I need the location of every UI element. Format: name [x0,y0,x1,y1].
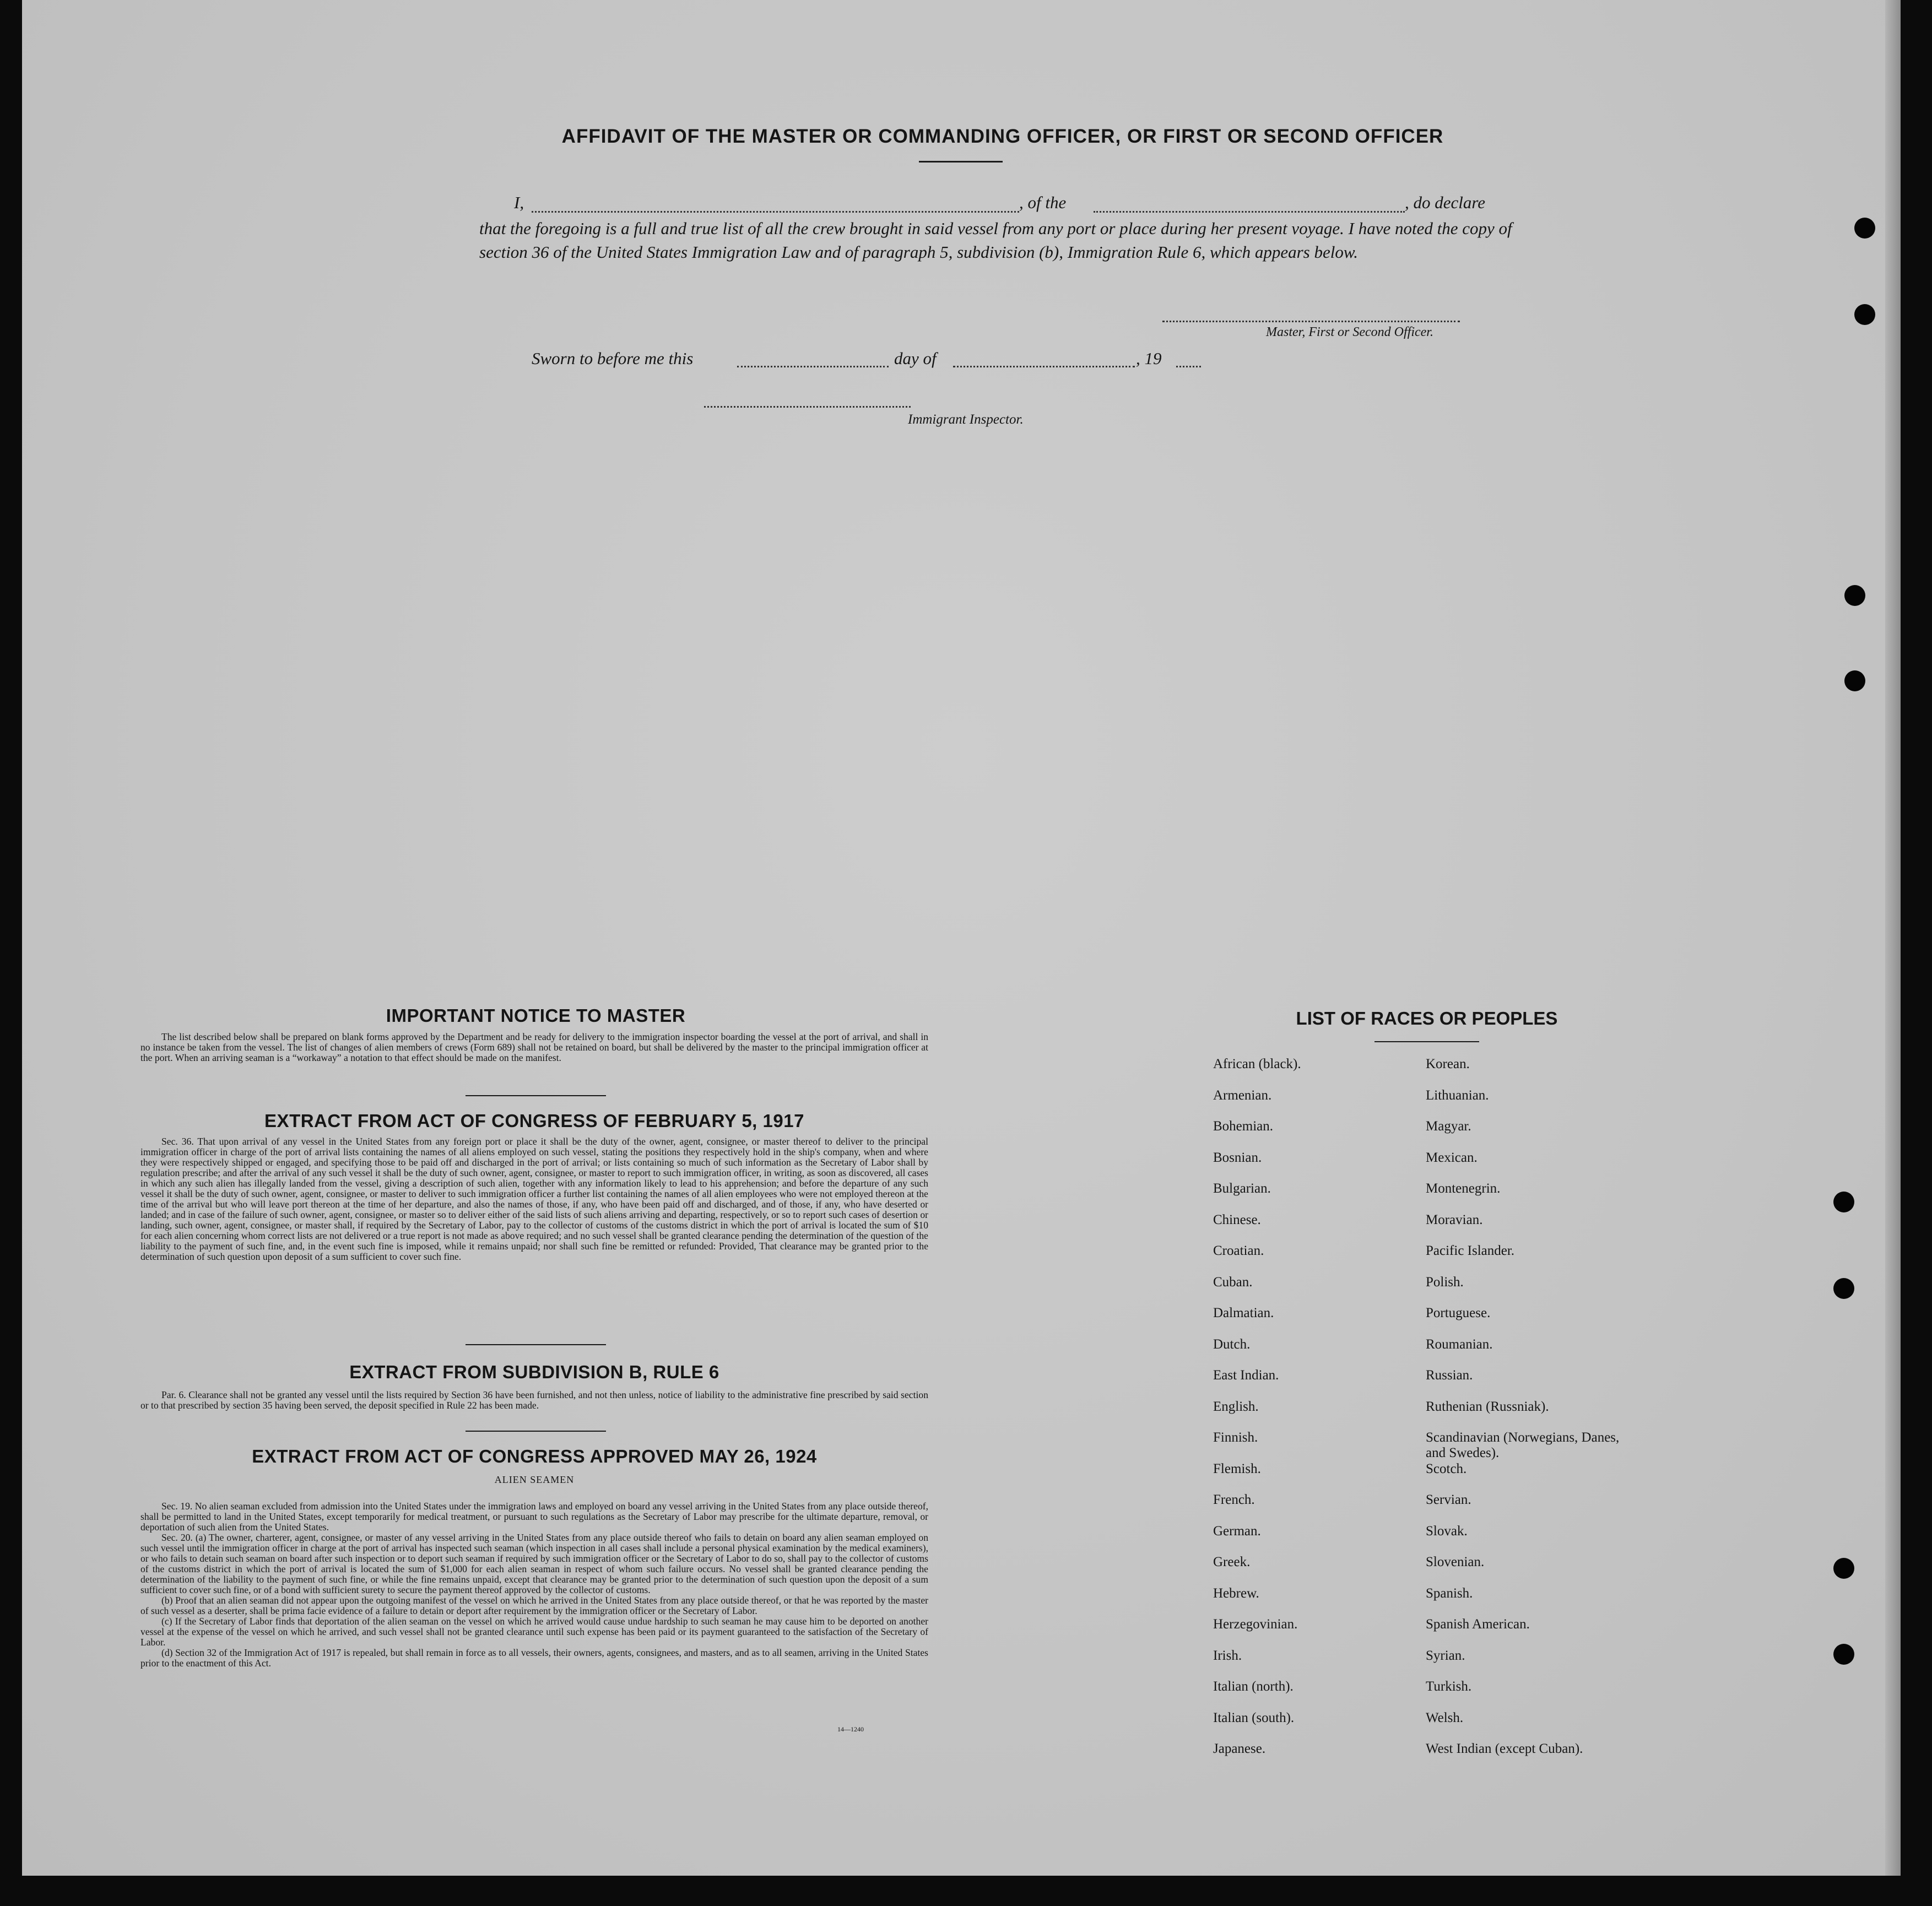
race-item: Polish. [1426,1274,1464,1290]
sworn-year-field[interactable] [1176,366,1201,367]
race-item: African (black). [1213,1057,1301,1071]
race-item: Irish. [1213,1648,1242,1663]
race-item: Italian (north). [1213,1679,1294,1694]
race-item: Korean. [1426,1057,1470,1071]
extract-1924-title: EXTRACT FROM ACT OF CONGRESS APPROVED MAY 26, 1924 [252,1446,817,1466]
sec-20a-paragraph: Sec. 20. (a) The owner, charterer, agent, consignee, or master of any vessel arriving in the United States from any place outside thereof who fails to detain on board any alien seaman employed on such vessel until the immigration officer in charge at the port of arrival has inspected such seaman (which inspection in all cases shall include a personal physical examination by the medical examiners), or who fails to detain such seaman on board after such inspection or to deport such seaman if required by such immigration officer or the Secretary of Labor to do so, shall pay to the collector of customs of the customs district in which the port of arrival is located the sum of $1,000 for each alien seaman in respect of whom such failure occurs. No vessel shall be granted clearance pending the determination of the liability to the payment of such fine, or while the fine remains unpaid, except that clearance may be granted prior to the determination of such question upon the deposit of a sum sufficient to cover such fine, or of a bond with sufficient surety to secure the payment thereof approved by the collector of customs. [140,1532,928,1595]
race-item: Dutch. [1213,1336,1251,1352]
race-item: Scandinavian (Norwegians, Danes, and Swedes). [1426,1430,1620,1460]
races-title-divider [1374,1041,1479,1042]
race-item: Japanese. [1213,1741,1266,1756]
punch-hole [1833,1278,1854,1299]
sworn-label: Sworn to before me this [532,349,694,368]
master-signature-label: Master, First or Second Officer. [1266,325,1433,339]
punch-hole [1844,670,1865,691]
race-item: West Indian (except Cuban). [1426,1741,1583,1756]
sworn-month-field[interactable] [953,366,1135,367]
affidavit-body: that the foregoing is a full and true list of all the crew brought in said vessel from any port or place during her present voyage. I have noted the copy of section 36 of the United States Immigration Law and of paragraph 5, subdivision (b), Immigration Rule 6, which appears below. [479,219,1512,262]
race-item: Portuguese. [1426,1306,1491,1320]
affidavit-title: AFFIDAVIT OF THE MASTER OR COMMANDING OFFICER, OR FIRST OR SECOND OFFICER [561,126,1444,147]
race-item: East Indian. [1213,1368,1279,1383]
section-divider [466,1344,606,1345]
master-name-field[interactable] [532,211,1019,213]
races-right-column [1426,1057,1624,1773]
race-item: Pacific Islander. [1426,1243,1515,1258]
sec-20c-paragraph: (c) If the Secretary of Labor finds that deportation of the alien seaman on the vessel on which he arrived would cause undue hardship to such seaman he may cause him to be deported on another vessel at the expense of the vessel on which he arrived, and such vessel shall not be granted clearance until such expense has been paid or its payment guaranteed to the satisfaction of the Secretary of Labor. [140,1616,928,1648]
race-item: Finnish. [1213,1430,1258,1445]
race-item: Bulgarian. [1213,1181,1271,1196]
punch-hole [1833,1644,1854,1665]
race-item: German. [1213,1523,1261,1539]
race-item: Spanish American. [1426,1617,1530,1632]
race-item: Scotch. [1426,1461,1467,1476]
race-item: Slovenian. [1426,1555,1485,1569]
affidavit-i-label: I, [514,193,524,212]
race-item: Bohemian. [1213,1119,1274,1134]
race-item: Armenian. [1213,1087,1272,1103]
notice-title: IMPORTANT NOTICE TO MASTER [386,1005,686,1026]
race-item: Italian (south). [1213,1710,1295,1725]
race-item: Herzegovinian. [1213,1617,1298,1632]
sworn-day-field[interactable] [737,366,889,367]
race-item: Magyar. [1426,1119,1471,1134]
race-item: Moravian. [1426,1212,1483,1227]
extract-1917-body [140,1136,928,1262]
races-title: LIST OF RACES OR PEOPLES [1296,1008,1558,1028]
extract-1917-paragraph: Sec. 36. That upon arrival of any vessel in the United States from any foreign port or place it shall be the duty of the owner, agent, consignee, or master thereof to deliver to the principal immigration officer in charge of the port of arrival lists containing the names of all aliens employed on such vessel, stating the positions they respectively hold in the ship's company, when and where they were respectively shipped or engaged, and specifying those to be paid off and discharged in the port of arrival; or lists containing so much of such information as the Secretary of Labor shall by regulation prescribe; and after the arrival of any such vessel it shall be the duty of such owner, agent, consignee, or master to report to such immigration officer, in writing, as soon as discovered, all cases in which any such alien has illegally landed from the vessel, giving a description of such alien, together with any information likely to lead to his apprehension; and before the departure of any such vessel it shall be the duty of such owner, agent, consignee, or master to deliver to such immigration officer a further list containing the names of all alien employees who were not employed thereon at the time of the arrival but who will leave port thereon at the time of her departure, and also the names of those, if any, who have been paid off and discharged, and of those, if any, who have deserted or landed; and in case of the failure of such owner, agent, consignee, or master so to deliver either of the said lists of such aliens arriving and departing, respectively, or so to report such cases of desertion or landing, such owner, agent, consignee, or master shall, if required by the Secretary of Labor, pay to the collector of customs of the customs district in which the port of arrival is located the sum of $10 for each alien concerning whom correct lists are not delivered or a true report is not made as above required; and no such vessel shall be granted clearance pending the determination of the question of the liability to the payment of such fine, and, in the event such fine is imposed, while it remains unpaid; nor shall such fine be remitted or refunded: Provided, That clearance may be granted prior to the determination of such question upon deposit of a sum sufficient to cover such fine. [140,1136,928,1262]
day-of-label: day of [894,349,937,368]
inspector-label: Immigrant Inspector. [908,412,1024,427]
race-item: Spanish. [1426,1585,1473,1601]
race-item: Russian. [1426,1368,1473,1383]
sec-19-paragraph: Sec. 19. No alien seaman excluded from admission into the United States under the immigration laws and employed on board any vessel arriving in the United States from any place outside thereof, shall be permitted to land in the United States, except temporarily for medical treatment, or pursuant to such regulations as the Secretary of Labor may prescribe for the ultimate departure, removal, or deportation of such alien from the United States. [140,1501,928,1533]
race-item: Dalmatian. [1213,1306,1274,1320]
race-item: Cuban. [1213,1274,1253,1290]
race-item: English. [1213,1399,1259,1414]
race-item: Chinese. [1213,1212,1261,1227]
page-edge-shadow [1885,0,1901,1876]
punch-hole [1833,1192,1854,1212]
race-item: Montenegrin. [1426,1181,1501,1196]
vessel-name-field[interactable] [1094,211,1405,213]
section-divider [466,1431,606,1432]
race-item: Servian. [1426,1492,1471,1507]
year-label: , 19 [1136,349,1162,368]
race-item: Greek. [1213,1555,1251,1569]
extract-1917-title: EXTRACT FROM ACT OF CONGRESS OF FEBRUARY 5, 1917 [264,1111,804,1131]
race-item: Slovak. [1426,1523,1468,1539]
race-item: Bosnian. [1213,1150,1262,1165]
extract-1924-body [140,1501,928,1669]
affidavit-of-the-label: , of the [1019,193,1067,212]
punch-hole [1854,218,1875,239]
race-item: Lithuanian. [1426,1087,1489,1103]
punch-hole [1833,1558,1854,1579]
sec-20d-paragraph: (d) Section 32 of the Immigration Act of 1917 is repealed, but shall remain in force as to all vessels, their owners, agents, consignees, and masters, and as to all seamen, arriving in the United States prior to the enactment of this Act. [140,1647,928,1669]
race-item: Welsh. [1426,1710,1464,1725]
notice-body [140,1032,928,1063]
race-item: Syrian. [1426,1648,1465,1663]
extract-1924-subtitle: ALIEN SEAMEN [494,1474,575,1485]
document-page [22,0,1901,1876]
race-item: French. [1213,1492,1255,1507]
punch-hole [1854,304,1875,325]
sec-20b-paragraph: (b) Proof that an alien seaman did not appear upon the outgoing manifest of the vessel on which he arrived in the United States from any place outside thereof, or that he was reported by the master of such vessel as a deserter, shall be prima facie evidence of a failure to detain or deport after requirement by the immigration officer or the Secretary of Labor. [140,1595,928,1616]
extract-rule6-body [140,1390,928,1411]
inspector-signature-field[interactable] [704,406,911,408]
race-item: Mexican. [1426,1150,1478,1165]
race-item: Flemish. [1213,1461,1261,1476]
race-item: Ruthenian (Russniak). [1426,1399,1549,1414]
notice-paragraph: The list described below shall be prepared on blank forms approved by the Department and be ready for delivery to the immigration inspector boarding the vessel at the port of arrival, and shall in no instance be taken from the vessel. The list of changes of alien members of crews (Form 689) shall not be retained on board, but shall be delivered by the master to the principal immigration officer at the port. When an arriving seaman is a “workaway” a notation to that effect should be made on the manifest. [140,1031,928,1063]
form-number: 14—1240 [837,1725,864,1733]
race-item: Croatian. [1213,1243,1264,1258]
extract-rule6-title: EXTRACT FROM SUBDIVISION B, RULE 6 [349,1362,719,1382]
extract-rule6-paragraph: Par. 6. Clearance shall not be granted any vessel until the lists required by Section 36 have been furnished, and not then unless, notice of liability to the administrative fine prescribed by said section or to that prescribed by section 35 having been served, the deposit specified in Rule 22 has been made. [140,1389,928,1411]
affidavit-declare-label: , do declare [1405,193,1486,212]
races-left-column [1213,1057,1400,1773]
race-item: Roumanian. [1426,1336,1493,1352]
title-divider [919,161,1003,163]
race-item: Turkish. [1426,1679,1472,1694]
punch-hole [1844,585,1865,606]
master-signature-field[interactable] [1162,321,1460,322]
section-divider [466,1095,606,1096]
race-item: Hebrew. [1213,1585,1259,1601]
